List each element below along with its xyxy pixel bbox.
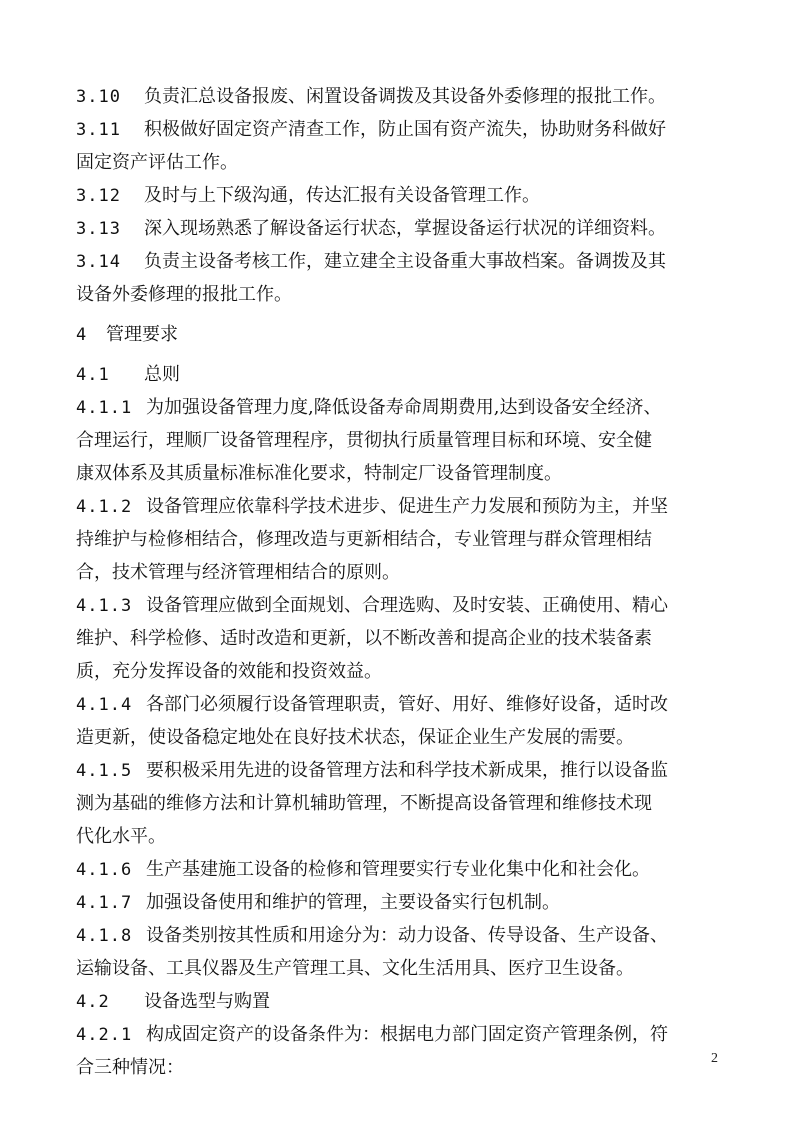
clause-number: 4.2.1 [76,1025,133,1045]
clause-number: 4.1.6 [76,860,133,880]
clause-text: 合，技术管理与经济管理相结合的原则。 [76,562,400,583]
clause-3-11-continuation [76,146,726,179]
clause-text: 合理运行，理顺厂设备管理程序，贯彻执行质量管理目标和环境、安全健 [76,430,652,451]
clause-4-1-4-continuation [76,721,726,754]
clause-number: 3.10 [76,87,121,107]
clause-3-14-continuation [76,278,726,311]
section-number: 4.1 [76,365,110,385]
section-title: 管理要求 [106,324,178,345]
clause-text: 设备管理应做到全面规划、合理选购、及时安装、正确使用、精心 [146,595,668,616]
clause-4-1-5-continuation [76,787,726,820]
clause-number: 3.14 [76,252,121,272]
clause-text: 负责汇总设备报废、闲置设备调拨及其设备外委修理的报批工作。 [144,86,666,107]
clause-4-1-5 [76,754,726,787]
clause-3-13 [76,212,726,245]
clause-text: 合三种情况： [76,1057,184,1078]
document-body [76,80,726,1084]
clause-3-14 [76,245,726,278]
clause-text: 及时与上下级沟通，传达汇报有关设备管理工作。 [144,185,540,206]
clause-text: 要积极采用先进的设备管理方法和科学技术新成果，推行以设备监 [146,760,668,781]
clause-4-1-3-continuation [76,655,726,688]
clause-4-2-1-continuation [76,1051,726,1084]
clause-number: 3.11 [76,120,121,140]
clause-4-1-8 [76,919,726,952]
clause-4-1-2 [76,490,726,523]
clause-number: 3.13 [76,219,121,239]
clause-text: 各部门必须履行设备管理职责，管好、用好、维修好设备，适时改 [146,694,668,715]
clause-number: 4.1.5 [76,761,133,781]
clause-text: 积极做好固定资产清查工作，防止国有资产流失，协助财务科做好 [144,119,666,140]
clause-text: 维护、科学检修、适时改造和更新，以不断改善和提高企业的技术装备素 [76,628,652,649]
clause-text: 质，充分发挥设备的效能和投资效益。 [76,661,382,682]
clause-3-12 [76,179,726,212]
clause-text: 固定资产评估工作。 [76,152,238,173]
page-number: 2 [711,1051,718,1066]
clause-4-1-3 [76,589,726,622]
clause-4-1-1-continuation [76,457,726,490]
section-4-1-heading [76,358,726,391]
clause-text: 设备外委修理的报批工作。 [76,284,292,305]
section-title: 设备选型与购置 [144,991,270,1012]
clause-text: 构成固定资产的设备条件为：根据电力部门固定资产管理条例，符 [146,1024,668,1045]
clause-text: 设备管理应依靠科学技术进步、促进生产力发展和预防为主，并坚 [146,496,668,517]
clause-text: 加强设备使用和维护的管理，主要设备实行包机制。 [146,892,560,913]
clause-4-1-5-continuation [76,820,726,853]
clause-text: 测为基础的维修方法和计算机辅助管理，不断提高设备管理和维修技术现 [76,793,652,814]
clause-4-2-1 [76,1018,726,1051]
clause-text: 造更新，使设备稳定地处在良好技术状态，保证企业生产发展的需要。 [76,727,634,748]
clause-4-1-2-continuation [76,556,726,589]
clause-3-11 [76,113,726,146]
clause-number: 4.1.4 [76,695,133,715]
clause-4-1-4 [76,688,726,721]
clause-4-1-1 [76,391,726,424]
clause-4-1-1-continuation [76,424,726,457]
clause-text: 负责主设备考核工作，建立建全主设备重大事故档案。备调拨及其 [144,251,666,272]
clause-text: 康双体系及其质量标准标准化要求，特制定厂设备管理制度。 [76,463,562,484]
clause-text: 持维护与检修相结合，修理改造与更新相结合，专业管理与群众管理相结 [76,529,652,550]
clause-4-1-7 [76,886,726,919]
clause-3-10 [76,80,726,113]
clause-number: 4.1.8 [76,926,133,946]
clause-4-1-2-continuation [76,523,726,556]
clause-text: 设备类别按其性质和用途分为：动力设备、传导设备、生产设备、 [146,925,668,946]
clause-text: 生产基建施工设备的检修和管理要实行专业化集中化和社会化。 [146,859,650,880]
section-4-2-heading [76,985,726,1018]
section-number: 4 [76,325,88,345]
clause-number: 4.1.2 [76,497,133,517]
clause-text: 深入现场熟悉了解设备运行状态，掌握设备运行状况的详细资料。 [144,218,666,239]
section-title: 总则 [144,364,180,385]
clause-number: 4.1.1 [76,398,133,418]
clause-4-1-6 [76,853,726,886]
clause-text: 运输设备、工具仪器及生产管理工具、文化生活用具、医疗卫生设备。 [76,958,634,979]
clause-number: 3.12 [76,186,121,206]
section-number: 4.2 [76,992,110,1012]
clause-number: 4.1.3 [76,596,133,616]
clause-text: 代化水平。 [76,826,166,847]
section-4-heading [76,318,726,351]
clause-text: 为加强设备管理力度,降低设备寿命周期费用,达到设备安全经济、 [146,397,662,418]
clause-4-1-8-continuation [76,952,726,985]
clause-4-1-3-continuation [76,622,726,655]
clause-number: 4.1.7 [76,893,133,913]
